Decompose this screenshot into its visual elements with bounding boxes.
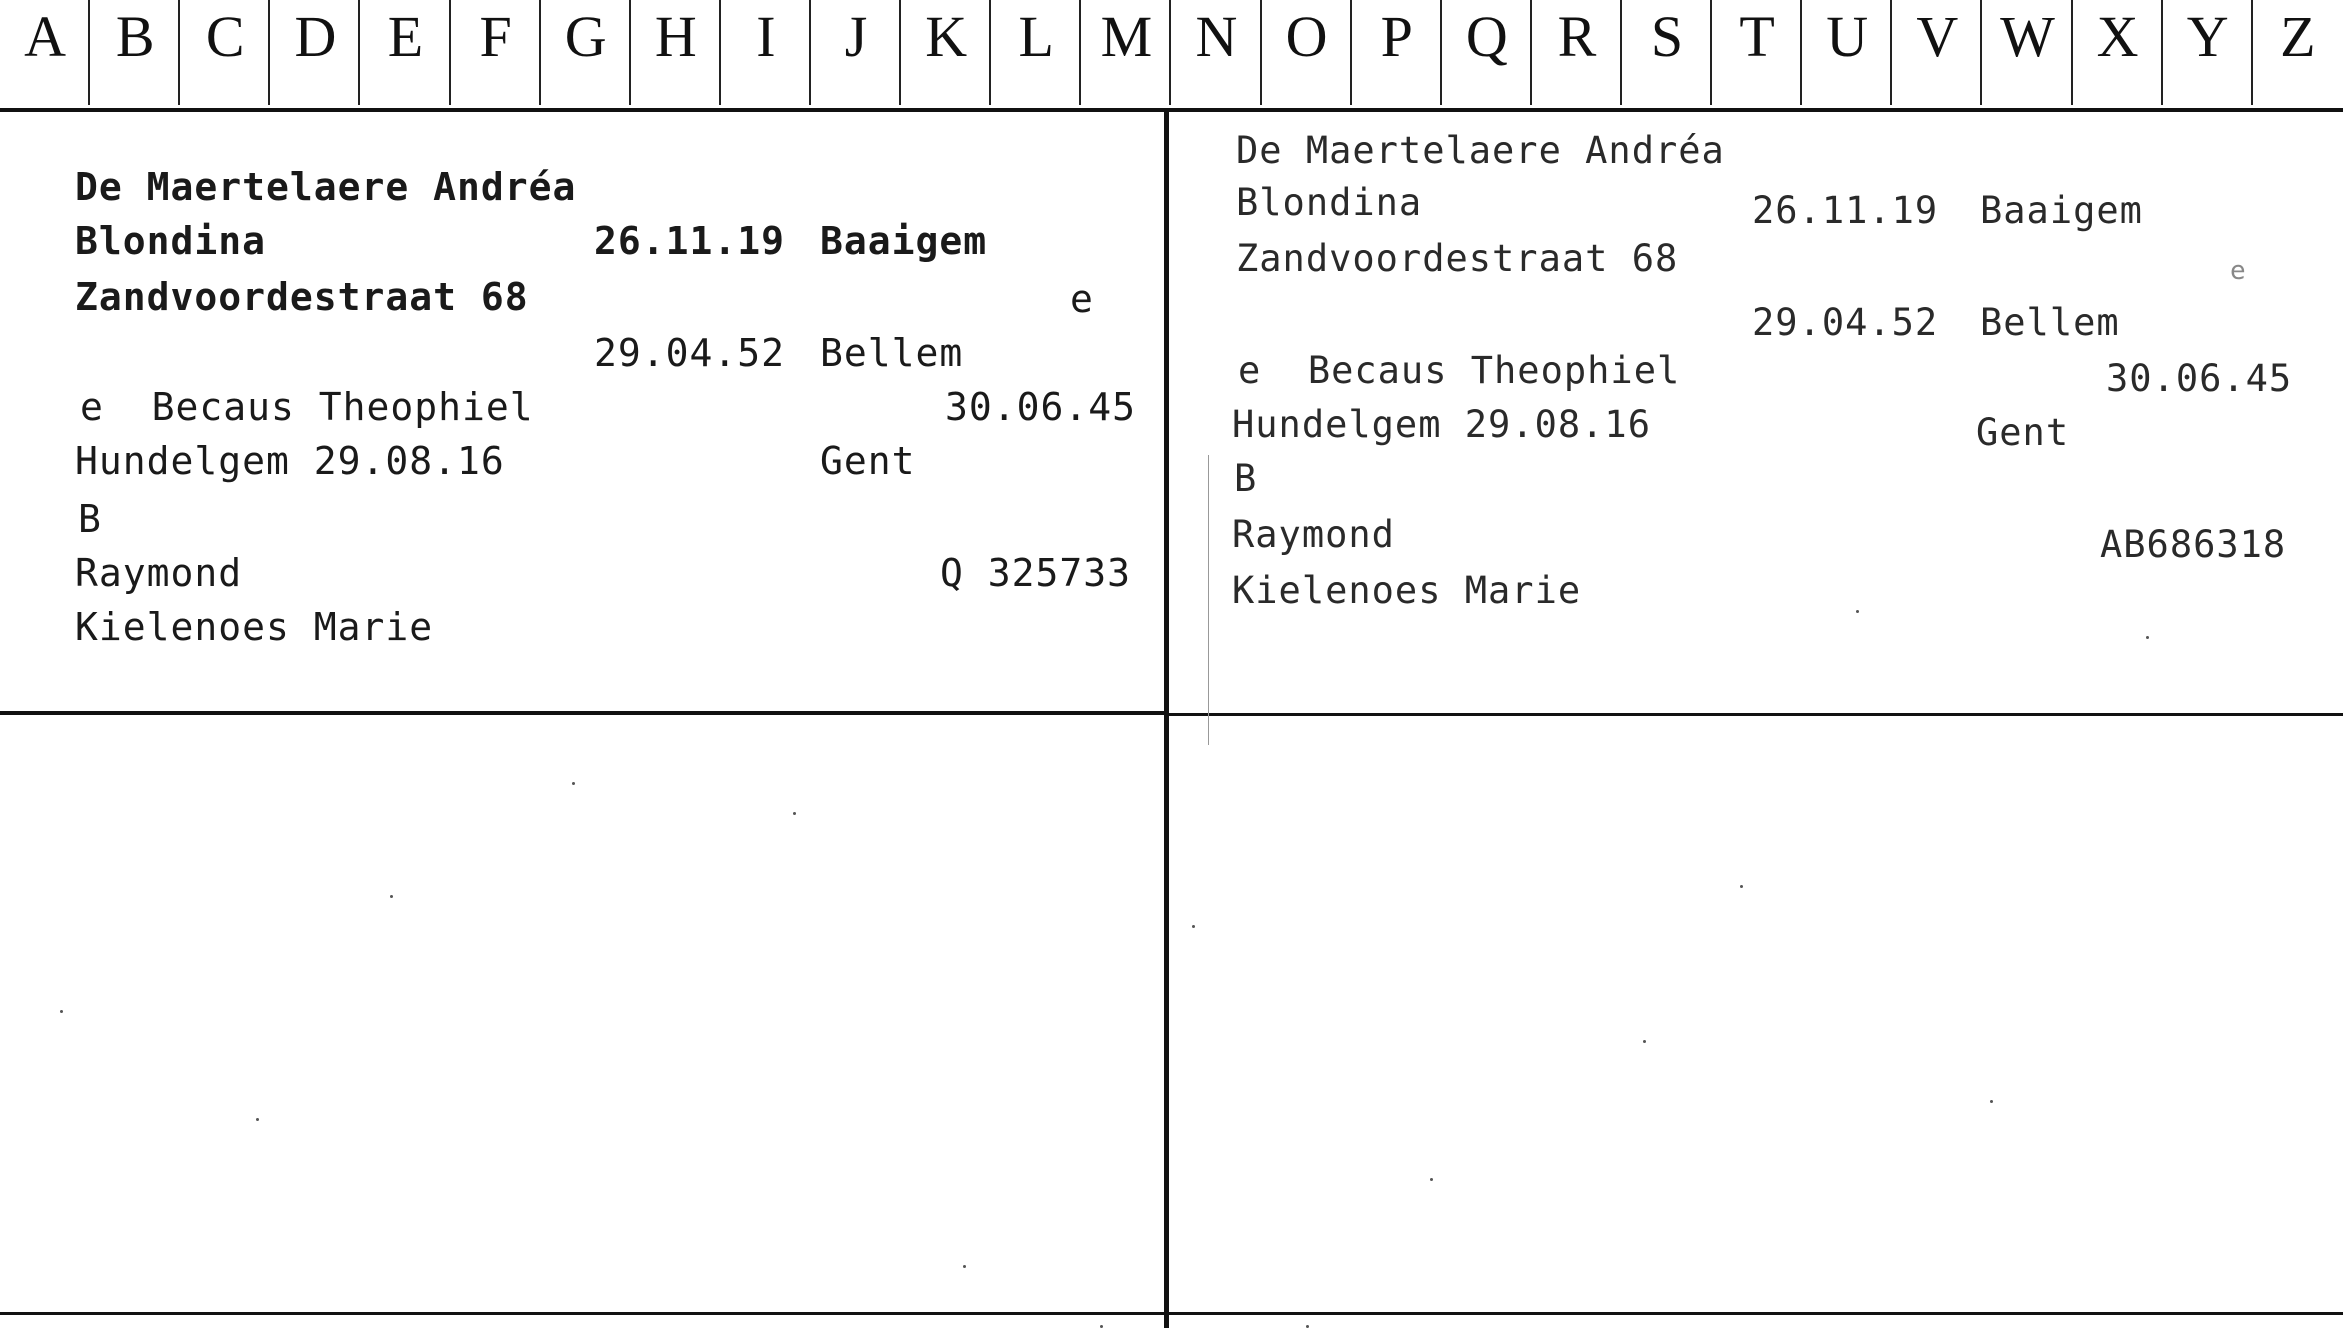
bottom-rule bbox=[0, 1312, 2343, 1315]
card-birth-place: Baaigem bbox=[1980, 189, 2143, 232]
card-marriage-place: Gent bbox=[1976, 411, 2070, 454]
index-letter-t: T bbox=[1712, 0, 1802, 108]
card-given-name: Blondina bbox=[75, 219, 267, 263]
card-marriage-date: 30.06.45 bbox=[945, 385, 1137, 429]
index-letter-v: V bbox=[1892, 0, 1982, 108]
card-birth-date: 26.11.19 bbox=[1752, 189, 1939, 232]
index-letter-h: H bbox=[631, 0, 721, 108]
card-e-mark: e bbox=[1070, 277, 1094, 321]
card-mother: Kielenoes Marie bbox=[1232, 569, 1582, 612]
card-marriage-place: Gent bbox=[820, 439, 916, 483]
card-father: Raymond bbox=[1232, 513, 1395, 556]
card-birth-place: Baaigem bbox=[820, 219, 988, 263]
header-rule bbox=[0, 108, 2343, 112]
index-letter-r: R bbox=[1532, 0, 1622, 108]
card-name: De Maertelaere Andréa bbox=[1236, 129, 1725, 172]
index-letter-e: E bbox=[360, 0, 450, 108]
card-e-mark: e bbox=[2230, 256, 2247, 286]
index-letter-c: C bbox=[180, 0, 270, 108]
index-letter-d: D bbox=[270, 0, 360, 108]
index-letter-p: P bbox=[1352, 0, 1442, 108]
card-code-b: B bbox=[78, 497, 102, 541]
card-spouse-birth: Hundelgem 29.08.16 bbox=[75, 439, 505, 483]
card-rule-right bbox=[1169, 713, 2343, 716]
index-letter-y: Y bbox=[2163, 0, 2253, 108]
index-letter-b: B bbox=[90, 0, 180, 108]
card-spouse-birth: Hundelgem 29.08.16 bbox=[1232, 403, 1651, 446]
index-letter-o: O bbox=[1262, 0, 1352, 108]
card-spouse: e Becaus Theophiel bbox=[1238, 349, 1681, 392]
card-divider-vertical bbox=[1164, 112, 1169, 1328]
index-letter-a: A bbox=[0, 0, 90, 108]
card-given-name: Blondina bbox=[1236, 181, 1423, 224]
index-letter-w: W bbox=[1982, 0, 2072, 108]
card-marriage-date: 30.06.45 bbox=[2106, 357, 2293, 400]
card-address: Zandvoordestraat 68 bbox=[1236, 237, 1679, 280]
card-second-date: 29.04.52 bbox=[594, 331, 786, 375]
card-spouse: e Becaus Theophiel bbox=[80, 385, 534, 429]
index-letter-m: M bbox=[1081, 0, 1171, 108]
card-second-date: 29.04.52 bbox=[1752, 301, 1939, 344]
index-letter-u: U bbox=[1802, 0, 1892, 108]
index-letter-z: Z bbox=[2280, 4, 2316, 69]
index-letter-x: X bbox=[2073, 0, 2163, 108]
card-edge-dotted bbox=[1208, 455, 1209, 745]
index-letter-n: N bbox=[1171, 0, 1261, 108]
card-address: Zandvoordestraat 68 bbox=[75, 275, 529, 319]
card-reference: AB686318 bbox=[2100, 523, 2287, 566]
card-father: Raymond bbox=[75, 551, 243, 595]
card-mother: Kielenoes Marie bbox=[75, 605, 434, 649]
index-letter-s: S bbox=[1622, 0, 1712, 108]
index-letter-f: F bbox=[451, 0, 541, 108]
card-rule-left bbox=[0, 711, 1164, 715]
index-letter-l: L bbox=[991, 0, 1081, 108]
alphabet-index bbox=[0, 0, 2343, 108]
index-letter-j: J bbox=[811, 0, 901, 108]
card-birth-date: 26.11.19 bbox=[594, 219, 786, 263]
index-letter-i: I bbox=[721, 0, 811, 108]
index-letter-k: K bbox=[901, 0, 991, 108]
card-name: De Maertelaere Andréa bbox=[75, 165, 577, 209]
card-second-place: Bellem bbox=[1980, 301, 2120, 344]
card-reference: Q 325733 bbox=[940, 551, 1132, 595]
index-letter-g: G bbox=[541, 0, 631, 108]
card-code-b: B bbox=[1234, 457, 1258, 500]
card-second-place: Bellem bbox=[820, 331, 964, 375]
index-letter-q: Q bbox=[1442, 0, 1532, 108]
